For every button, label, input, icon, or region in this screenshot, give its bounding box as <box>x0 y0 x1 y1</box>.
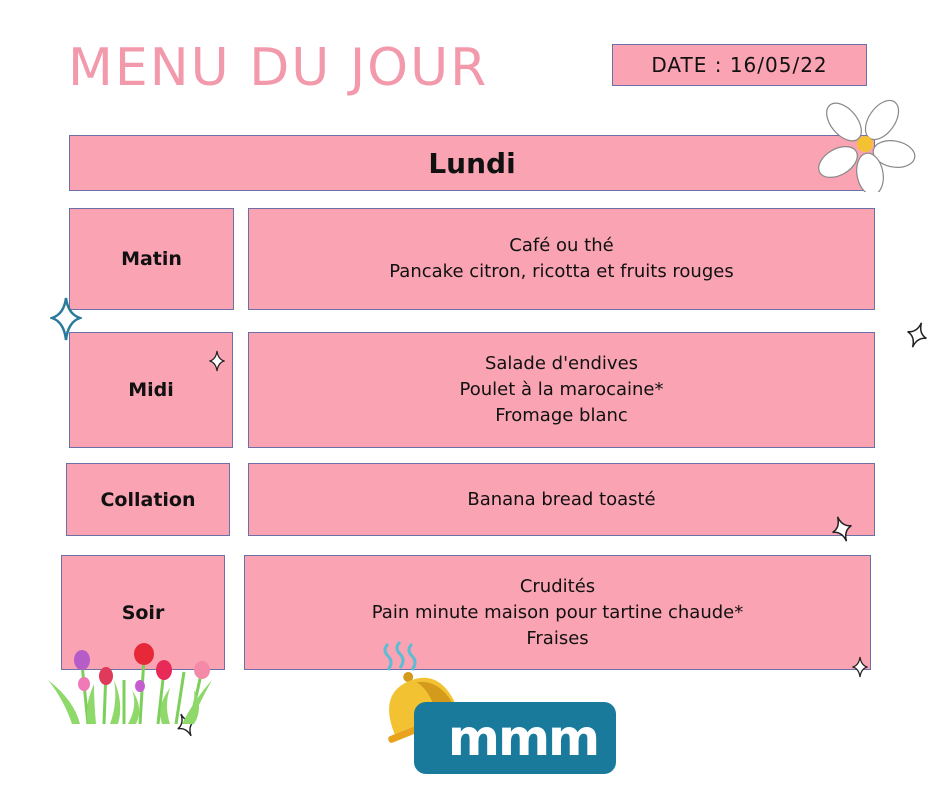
sparkle-icon <box>831 515 853 543</box>
day-header <box>69 135 875 191</box>
tulips-icon <box>44 640 214 726</box>
meal-item: Banana bread toasté <box>467 488 656 510</box>
logo-text: mmm <box>447 709 599 767</box>
sparkle-icon <box>209 350 225 372</box>
day-label: Lundi <box>428 146 516 180</box>
daisy-icon <box>812 96 916 192</box>
meal-content-matin <box>248 208 875 310</box>
meal-item: Pain minute maison pour tartine chaude* <box>371 601 744 623</box>
date-box <box>612 44 867 86</box>
meal-item: Café ou thé <box>509 235 614 256</box>
meal-item: Crudités <box>519 575 596 597</box>
meal-item: Salade d'endives <box>484 353 639 374</box>
meal-item: Pancake citron, ricotta et fruits rouges <box>389 261 734 282</box>
date-label: DATE : 16/05/22 <box>651 53 828 77</box>
meal-label-midi: Midi <box>69 332 233 448</box>
sparkle-icon <box>50 296 82 342</box>
meal-content-midi <box>248 332 875 448</box>
meal-label-collation: Collation <box>66 463 230 536</box>
meal-item: Poulet à la marocaine* <box>459 379 664 400</box>
meal-label-soir: Soir <box>61 555 225 670</box>
sparkle-icon <box>852 656 868 678</box>
meal-item: Fraises <box>526 627 589 649</box>
meal-content-collation <box>248 463 875 536</box>
meal-content-soir <box>244 555 871 670</box>
page-title: MENU DU JOUR <box>68 38 489 98</box>
meal-label-matin: Matin <box>69 208 234 310</box>
sparkle-icon <box>906 321 928 349</box>
meal-item: Fromage blanc <box>495 405 628 426</box>
logo-badge <box>414 702 616 774</box>
